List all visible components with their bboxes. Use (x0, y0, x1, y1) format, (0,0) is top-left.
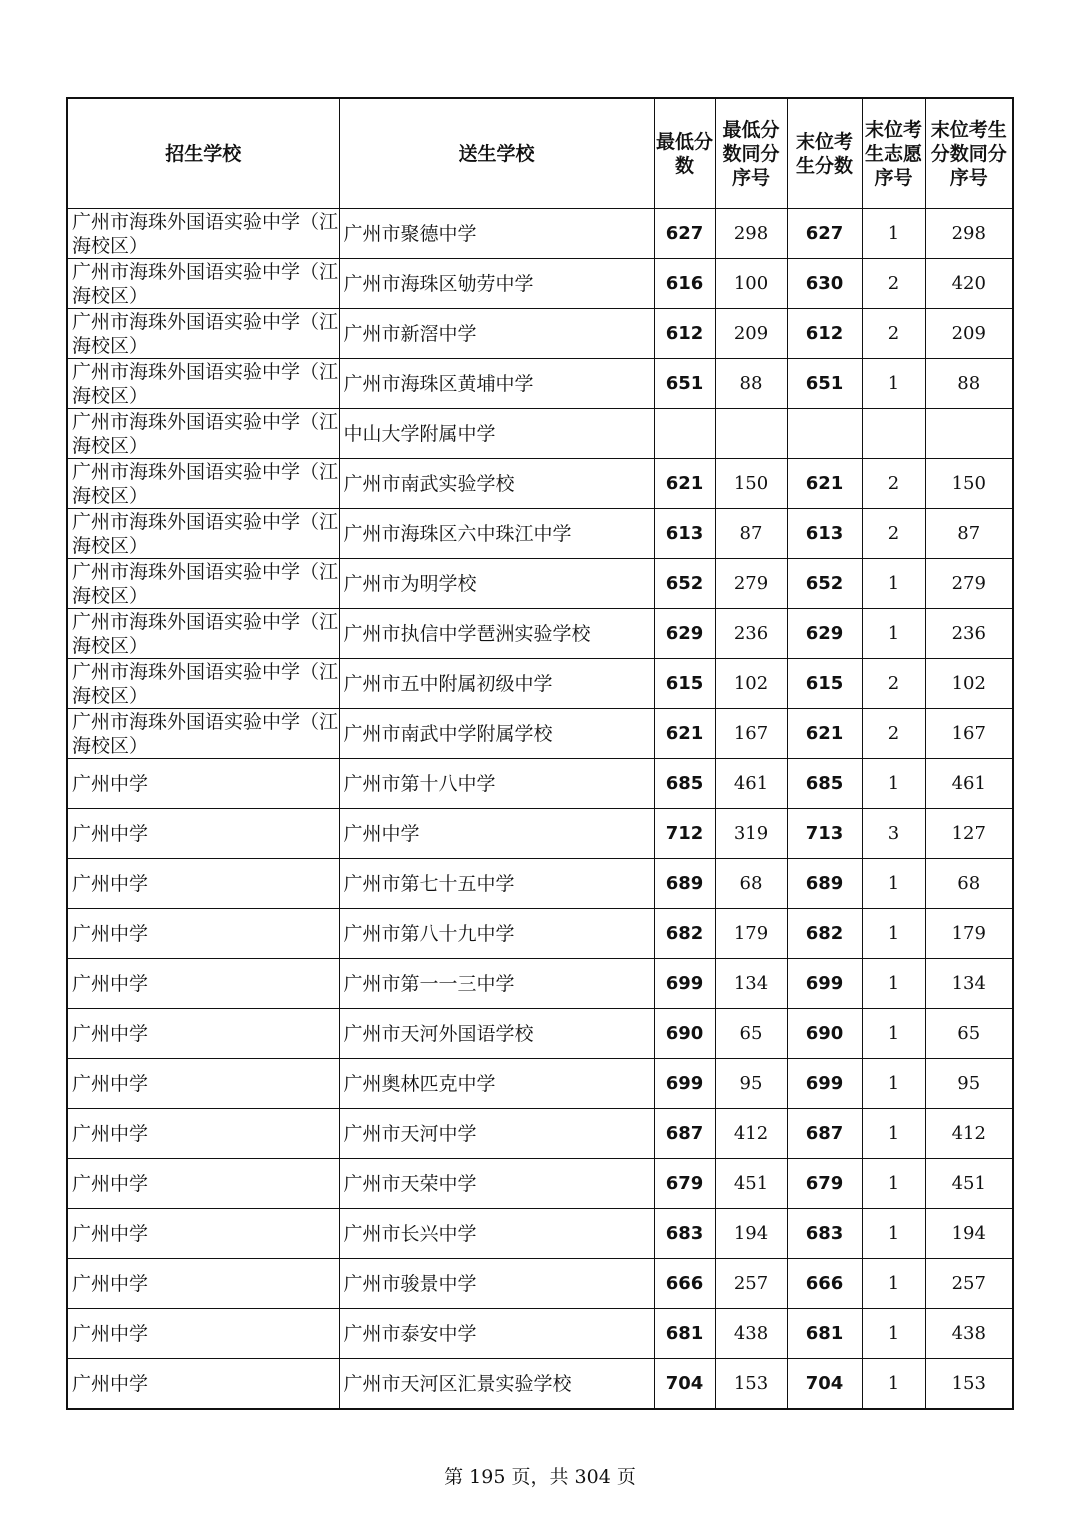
cell-last-score-tie-rank: 68 (925, 859, 1013, 909)
cell-min-score-tie-rank: 134 (715, 959, 787, 1009)
cell-sending-school: 广州市为明学校 (339, 559, 654, 609)
header-sending-school: 送生学校 (339, 98, 654, 209)
cell-min-score: 651 (654, 359, 715, 409)
cell-sending-school: 广州市第十八中学 (339, 759, 654, 809)
cell-min-score-tie-rank: 150 (715, 459, 787, 509)
cell-sending-school: 广州市执信中学琶洲实验学校 (339, 609, 654, 659)
cell-min-score-tie-rank: 153 (715, 1359, 787, 1410)
cell-enrolling-school: 广州中学 (67, 1109, 339, 1159)
cell-last-score-tie-rank: 179 (925, 909, 1013, 959)
cell-sending-school: 广州市新滘中学 (339, 309, 654, 359)
cell-last-score-tie-rank: 150 (925, 459, 1013, 509)
cell-last-score-tie-rank: 87 (925, 509, 1013, 559)
cell-last-choice-rank: 3 (862, 809, 925, 859)
cell-last-score-tie-rank: 412 (925, 1109, 1013, 1159)
table-row (67, 609, 1013, 659)
cell-sending-school: 广州市海珠区劬劳中学 (339, 259, 654, 309)
cell-sending-school: 广州市第七十五中学 (339, 859, 654, 909)
table-row (67, 959, 1013, 1009)
cell-min-score-tie-rank: 461 (715, 759, 787, 809)
cell-min-score-tie-rank: 68 (715, 859, 787, 909)
table-row (67, 1109, 1013, 1159)
cell-enrolling-school: 广州中学 (67, 1209, 339, 1259)
cell-last-score-tie-rank: 298 (925, 209, 1013, 259)
table-row (67, 309, 1013, 359)
cell-min-score: 612 (654, 309, 715, 359)
cell-last-score-tie-rank: 279 (925, 559, 1013, 609)
table-row (67, 409, 1013, 459)
cell-min-score-tie-rank: 279 (715, 559, 787, 609)
cell-last-choice-rank: 1 (862, 359, 925, 409)
header-last-score-tie-rank: 末位考生分数同分序号 (925, 98, 1013, 209)
cell-last-choice-rank: 1 (862, 209, 925, 259)
cell-sending-school: 广州奥林匹克中学 (339, 1059, 654, 1109)
cell-min-score: 616 (654, 259, 715, 309)
cell-last-choice-rank: 1 (862, 859, 925, 909)
table-row (67, 859, 1013, 909)
cell-last-choice-rank: 1 (862, 1109, 925, 1159)
cell-last-choice-rank: 1 (862, 759, 925, 809)
cell-min-score: 699 (654, 1059, 715, 1109)
cell-enrolling-school: 广州市海珠外国语实验中学（江海校区） (67, 409, 339, 459)
cell-last-score-tie-rank: 134 (925, 959, 1013, 1009)
cell-min-score-tie-rank: 179 (715, 909, 787, 959)
cell-last-choice-rank: 2 (862, 309, 925, 359)
cell-min-score: 689 (654, 859, 715, 909)
cell-min-score: 690 (654, 1009, 715, 1059)
cell-sending-school: 广州市骏景中学 (339, 1259, 654, 1309)
cell-min-score: 687 (654, 1109, 715, 1159)
cell-sending-school: 广州市五中附属初级中学 (339, 659, 654, 709)
cell-last-choice-rank: 1 (862, 1059, 925, 1109)
cell-last-score: 651 (787, 359, 862, 409)
cell-enrolling-school: 广州市海珠外国语实验中学（江海校区） (67, 509, 339, 559)
cell-last-score-tie-rank: 209 (925, 309, 1013, 359)
cell-last-choice-rank: 2 (862, 659, 925, 709)
cell-last-score-tie-rank: 461 (925, 759, 1013, 809)
table-row (67, 1259, 1013, 1309)
cell-min-score: 629 (654, 609, 715, 659)
cell-last-score: 629 (787, 609, 862, 659)
cell-min-score: 685 (654, 759, 715, 809)
table-row (67, 209, 1013, 259)
cell-last-score: 682 (787, 909, 862, 959)
table-row (67, 1159, 1013, 1209)
cell-enrolling-school: 广州市海珠外国语实验中学（江海校区） (67, 259, 339, 309)
cell-last-score (787, 409, 862, 459)
cell-enrolling-school: 广州中学 (67, 759, 339, 809)
cell-last-score: 679 (787, 1159, 862, 1209)
cell-sending-school: 广州市天河中学 (339, 1109, 654, 1159)
cell-min-score-tie-rank: 412 (715, 1109, 787, 1159)
cell-last-score-tie-rank: 88 (925, 359, 1013, 409)
table-row (67, 1309, 1013, 1359)
cell-last-score-tie-rank: 451 (925, 1159, 1013, 1209)
table-row (67, 459, 1013, 509)
cell-last-choice-rank: 1 (862, 1259, 925, 1309)
cell-enrolling-school: 广州市海珠外国语实验中学（江海校区） (67, 709, 339, 759)
cell-min-score-tie-rank: 88 (715, 359, 787, 409)
cell-last-score: 690 (787, 1009, 862, 1059)
cell-last-score: 666 (787, 1259, 862, 1309)
cell-sending-school: 广州市海珠区黄埔中学 (339, 359, 654, 409)
cell-last-score: 699 (787, 959, 862, 1009)
cell-min-score-tie-rank: 100 (715, 259, 787, 309)
cell-enrolling-school: 广州市海珠外国语实验中学（江海校区） (67, 609, 339, 659)
cell-sending-school: 广州市海珠区六中珠江中学 (339, 509, 654, 559)
cell-min-score-tie-rank: 87 (715, 509, 787, 559)
cell-last-score: 683 (787, 1209, 862, 1259)
cell-last-choice-rank: 1 (862, 559, 925, 609)
cell-min-score-tie-rank: 95 (715, 1059, 787, 1109)
table-row (67, 759, 1013, 809)
cell-enrolling-school: 广州中学 (67, 1009, 339, 1059)
cell-sending-school: 广州市聚德中学 (339, 209, 654, 259)
cell-min-score: 621 (654, 709, 715, 759)
cell-min-score-tie-rank: 167 (715, 709, 787, 759)
cell-last-choice-rank: 1 (862, 909, 925, 959)
table-row (67, 1009, 1013, 1059)
cell-enrolling-school: 广州中学 (67, 859, 339, 909)
cell-last-score-tie-rank: 65 (925, 1009, 1013, 1059)
cell-last-score-tie-rank: 167 (925, 709, 1013, 759)
cell-min-score: 699 (654, 959, 715, 1009)
cell-last-score: 685 (787, 759, 862, 809)
header-min-score-tie-rank: 最低分数同分序号 (715, 98, 787, 209)
cell-min-score-tie-rank: 319 (715, 809, 787, 859)
cell-min-score: 712 (654, 809, 715, 859)
cell-min-score-tie-rank: 438 (715, 1309, 787, 1359)
header-enrolling-school: 招生学校 (67, 98, 339, 209)
cell-min-score-tie-rank: 194 (715, 1209, 787, 1259)
cell-min-score: 627 (654, 209, 715, 259)
cell-enrolling-school: 广州中学 (67, 1059, 339, 1109)
header-last-choice-rank: 末位考生志愿序号 (862, 98, 925, 209)
cell-last-score-tie-rank: 438 (925, 1309, 1013, 1359)
cell-sending-school: 中山大学附属中学 (339, 409, 654, 459)
header-last-score: 末位考生分数 (787, 98, 862, 209)
cell-min-score-tie-rank: 209 (715, 309, 787, 359)
cell-sending-school: 广州市天河区汇景实验学校 (339, 1359, 654, 1410)
cell-min-score-tie-rank: 102 (715, 659, 787, 709)
table-row (67, 559, 1013, 609)
cell-min-score: 621 (654, 459, 715, 509)
cell-enrolling-school: 广州中学 (67, 1309, 339, 1359)
cell-last-score-tie-rank: 257 (925, 1259, 1013, 1309)
cell-enrolling-school: 广州市海珠外国语实验中学（江海校区） (67, 559, 339, 609)
cell-last-choice-rank: 1 (862, 1159, 925, 1209)
cell-last-score: 652 (787, 559, 862, 609)
cell-last-choice-rank: 2 (862, 709, 925, 759)
cell-last-score: 612 (787, 309, 862, 359)
cell-last-score: 704 (787, 1359, 862, 1410)
cell-last-score: 621 (787, 459, 862, 509)
cell-last-score-tie-rank: 153 (925, 1359, 1013, 1410)
cell-min-score: 666 (654, 1259, 715, 1309)
cell-min-score-tie-rank: 257 (715, 1259, 787, 1309)
cell-min-score: 681 (654, 1309, 715, 1359)
cell-min-score: 615 (654, 659, 715, 709)
cell-sending-school: 广州市天河外国语学校 (339, 1009, 654, 1059)
cell-sending-school: 广州中学 (339, 809, 654, 859)
cell-enrolling-school: 广州市海珠外国语实验中学（江海校区） (67, 659, 339, 709)
cell-min-score-tie-rank: 298 (715, 209, 787, 259)
cell-min-score: 683 (654, 1209, 715, 1259)
cell-enrolling-school: 广州中学 (67, 1159, 339, 1209)
cell-min-score: 704 (654, 1359, 715, 1410)
cell-last-choice-rank: 1 (862, 1359, 925, 1410)
cell-min-score-tie-rank (715, 409, 787, 459)
cell-enrolling-school: 广州市海珠外国语实验中学（江海校区） (67, 209, 339, 259)
cell-last-score: 630 (787, 259, 862, 309)
cell-last-score-tie-rank: 420 (925, 259, 1013, 309)
cell-min-score: 682 (654, 909, 715, 959)
cell-last-score: 681 (787, 1309, 862, 1359)
table-row (67, 259, 1013, 309)
cell-enrolling-school: 广州市海珠外国语实验中学（江海校区） (67, 309, 339, 359)
cell-sending-school: 广州市第八十九中学 (339, 909, 654, 959)
cell-min-score: 613 (654, 509, 715, 559)
cell-min-score-tie-rank: 451 (715, 1159, 787, 1209)
cell-last-score: 687 (787, 1109, 862, 1159)
table-row (67, 359, 1013, 409)
table-row (67, 809, 1013, 859)
cell-last-score: 613 (787, 509, 862, 559)
cell-last-choice-rank: 1 (862, 1009, 925, 1059)
cell-min-score-tie-rank: 65 (715, 1009, 787, 1059)
cell-sending-school: 广州市泰安中学 (339, 1309, 654, 1359)
table-row (67, 909, 1013, 959)
cell-sending-school: 广州市天荣中学 (339, 1159, 654, 1209)
admission-table (66, 97, 1014, 1410)
cell-last-choice-rank: 1 (862, 1309, 925, 1359)
cell-last-score-tie-rank: 236 (925, 609, 1013, 659)
header-row (67, 98, 1013, 209)
cell-last-score-tie-rank: 102 (925, 659, 1013, 709)
cell-sending-school: 广州市第一一三中学 (339, 959, 654, 1009)
cell-last-score: 627 (787, 209, 862, 259)
cell-last-choice-rank: 1 (862, 959, 925, 1009)
cell-last-score-tie-rank: 127 (925, 809, 1013, 859)
cell-last-score: 615 (787, 659, 862, 709)
table-row (67, 1059, 1013, 1109)
table-row (67, 659, 1013, 709)
cell-last-score-tie-rank: 95 (925, 1059, 1013, 1109)
cell-enrolling-school: 广州中学 (67, 1259, 339, 1309)
table-row (67, 709, 1013, 759)
header-min-score: 最低分数 (654, 98, 715, 209)
cell-enrolling-school: 广州市海珠外国语实验中学（江海校区） (67, 359, 339, 409)
cell-last-choice-rank: 2 (862, 509, 925, 559)
table-row (67, 509, 1013, 559)
cell-min-score: 652 (654, 559, 715, 609)
cell-last-score: 689 (787, 859, 862, 909)
cell-last-score: 699 (787, 1059, 862, 1109)
cell-last-score: 713 (787, 809, 862, 859)
cell-last-choice-rank: 1 (862, 1209, 925, 1259)
cell-sending-school: 广州市长兴中学 (339, 1209, 654, 1259)
cell-enrolling-school: 广州中学 (67, 959, 339, 1009)
cell-last-score-tie-rank: 194 (925, 1209, 1013, 1259)
page-number: 第 195 页，共 304 页 (444, 1466, 636, 1488)
table-row (67, 1209, 1013, 1259)
cell-min-score: 679 (654, 1159, 715, 1209)
cell-sending-school: 广州市南武实验学校 (339, 459, 654, 509)
cell-last-choice-rank: 1 (862, 609, 925, 659)
cell-last-choice-rank: 2 (862, 459, 925, 509)
cell-sending-school: 广州市南武中学附属学校 (339, 709, 654, 759)
cell-last-choice-rank (862, 409, 925, 459)
cell-last-score-tie-rank (925, 409, 1013, 459)
cell-enrolling-school: 广州中学 (67, 809, 339, 859)
table-row (67, 1359, 1013, 1410)
cell-last-score: 621 (787, 709, 862, 759)
cell-min-score (654, 409, 715, 459)
cell-last-choice-rank: 2 (862, 259, 925, 309)
cell-enrolling-school: 广州中学 (67, 1359, 339, 1410)
cell-enrolling-school: 广州市海珠外国语实验中学（江海校区） (67, 459, 339, 509)
cell-min-score-tie-rank: 236 (715, 609, 787, 659)
cell-enrolling-school: 广州中学 (67, 909, 339, 959)
